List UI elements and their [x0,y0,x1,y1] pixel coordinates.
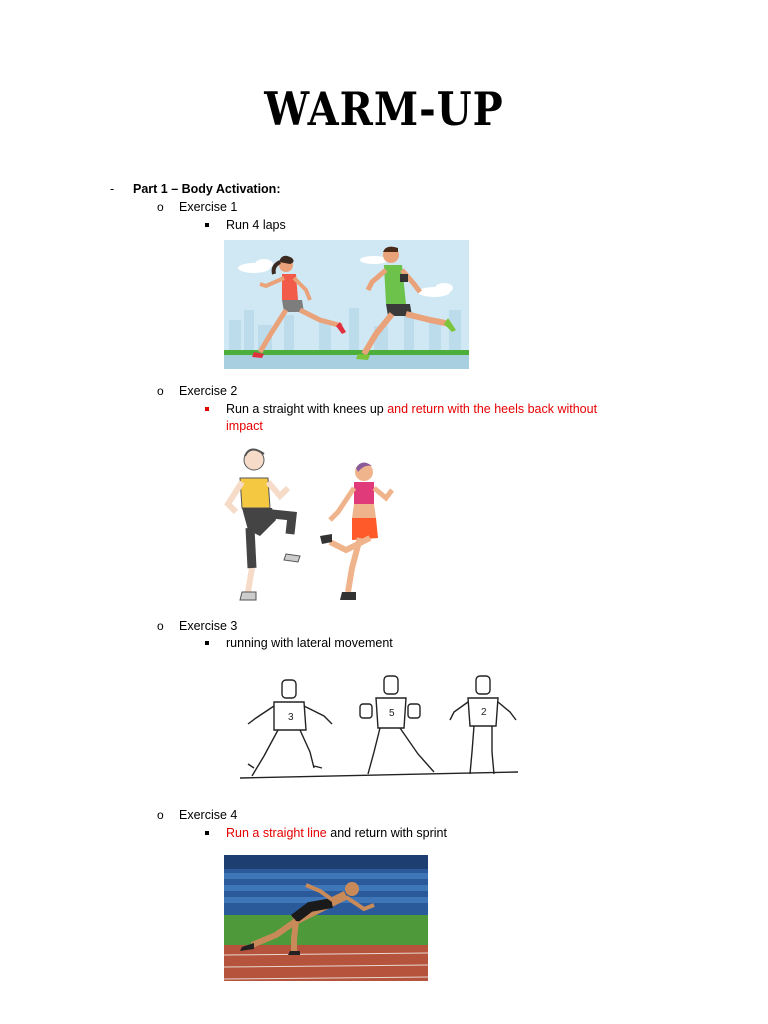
exercise-2-text-black: Run a straight with knees up [226,402,388,416]
bib-number-1: 3 [288,712,294,723]
exercise-3-text: running with lateral movement [226,636,393,650]
dash-bullet: - [110,182,115,196]
exercise-2-label: Exercise 2 [179,384,238,398]
exercise-4-text-black: and return with sprint [326,826,447,840]
square-bullet [205,407,209,411]
circle-bullet: o [157,200,164,214]
page-title: WARM-UP [264,82,504,137]
exercise-4-label: Exercise 4 [179,808,238,822]
lateral-movement-image [234,668,520,786]
exercise-2-text [226,401,597,418]
bib-number-2: 5 [389,708,395,719]
part1-heading: Part 1 – Body Activation: [133,182,281,196]
square-bullet [205,641,209,645]
circle-bullet: o [157,619,164,633]
knees-heels-image [214,442,404,606]
bib-number-3: 2 [481,707,487,718]
runners-image [224,240,469,369]
exercise-2-text-red: and return with the heels back without [387,402,598,416]
square-bullet [205,831,209,835]
exercise-2-text-red-cont: impact [226,419,263,433]
exercise-1-label: Exercise 1 [179,200,238,214]
exercise-4-text [226,825,447,842]
circle-bullet: o [157,384,164,398]
square-bullet [205,223,209,227]
exercise-1-text: Run 4 laps [226,218,286,232]
circle-bullet: o [157,808,164,822]
exercise-3-label: Exercise 3 [179,619,238,633]
sprinter-image [224,855,428,981]
exercise-4-text-red: Run a straight line [226,826,327,840]
